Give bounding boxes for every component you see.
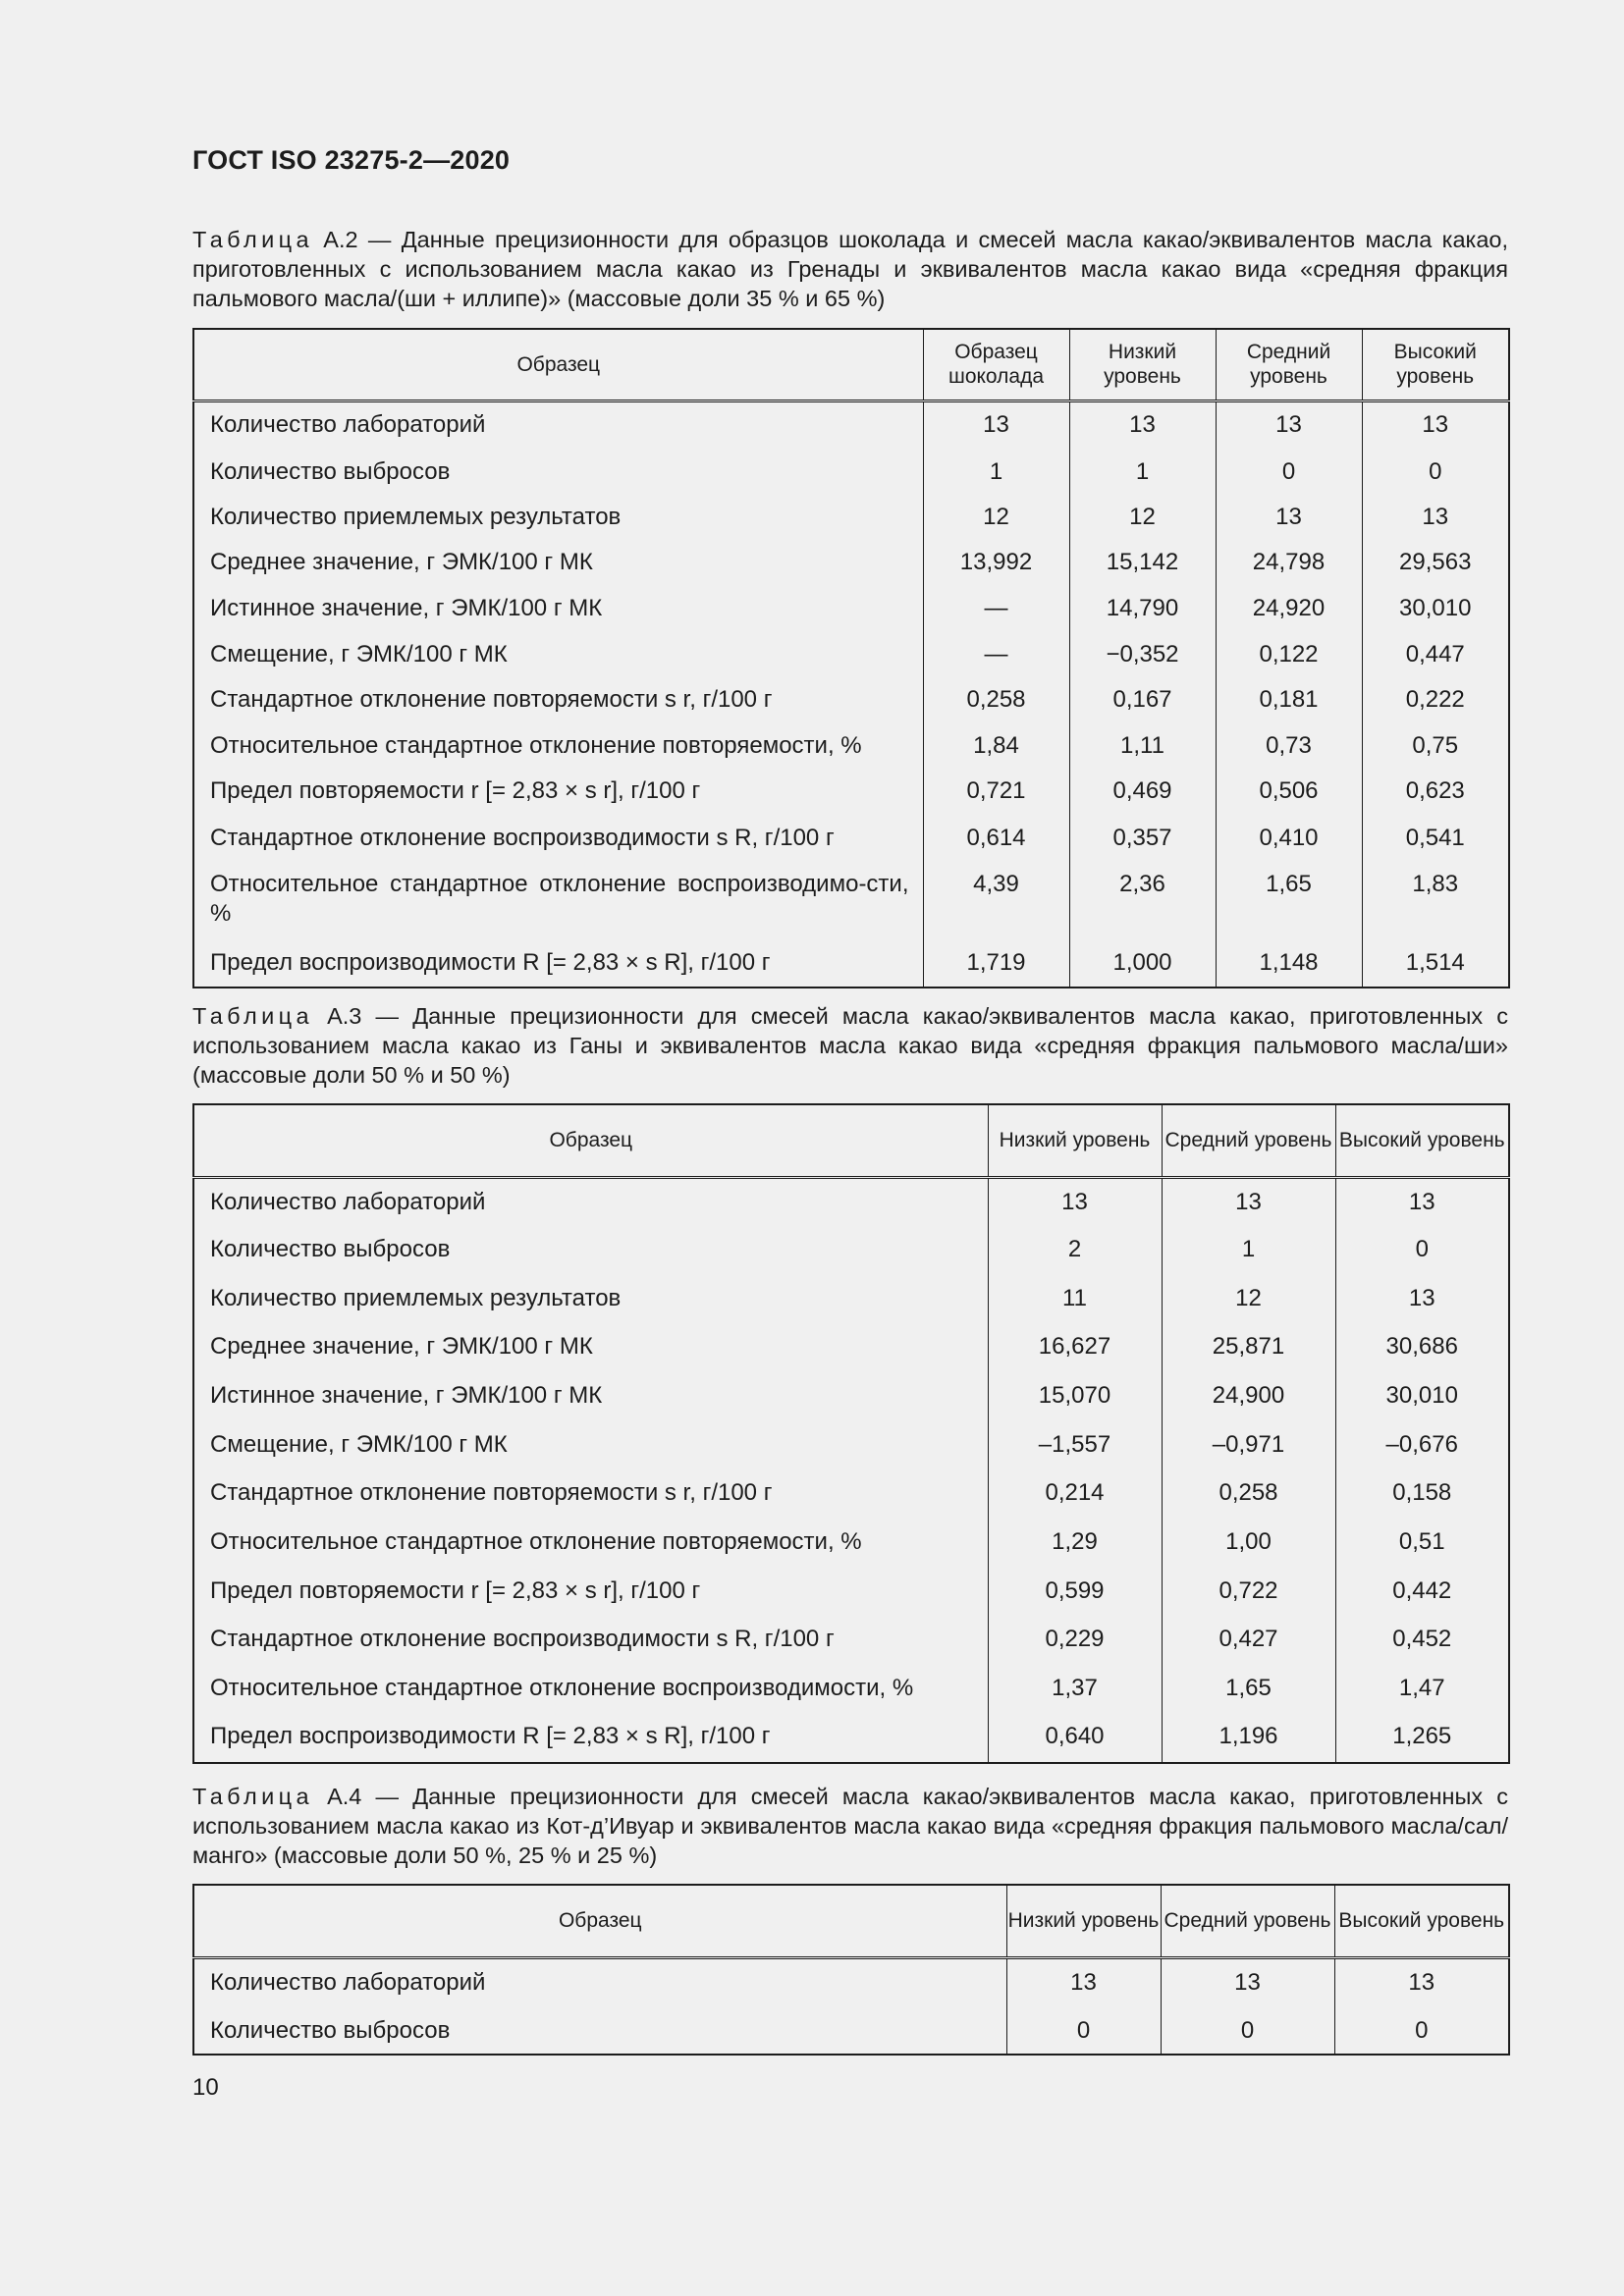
table-body [193, 400, 1509, 988]
column-header: Средний уровень [1161, 1885, 1334, 1957]
cell-value: 16,627 [988, 1323, 1162, 1372]
table-row [193, 450, 1509, 495]
cell-value: 0,722 [1162, 1568, 1335, 1616]
row-label: Предел воспроизводимости R [= 2,83 × s R], г/100 г [193, 1713, 988, 1763]
cell-value: 0,599 [988, 1568, 1162, 1616]
cell-value: — [923, 632, 1069, 677]
cell-value: 30,686 [1335, 1323, 1509, 1372]
column-header: Образец [193, 329, 923, 400]
table-row [193, 495, 1509, 540]
cell-value: 0,73 [1216, 723, 1362, 769]
row-label: Относительное стандартное отклонение воспроизводимо-сти, % [193, 862, 923, 940]
table-row [193, 1957, 1509, 2007]
row-label: Истинное значение, г ЭМК/100 г МК [193, 586, 923, 632]
cell-value: 1,37 [988, 1665, 1162, 1713]
cell-value: 30,010 [1335, 1372, 1509, 1421]
cell-value: 0,258 [1162, 1469, 1335, 1519]
table-row [193, 586, 1509, 632]
cell-value: 1,11 [1069, 723, 1216, 769]
cell-value: 1,47 [1335, 1665, 1509, 1713]
table-row [193, 1713, 1509, 1763]
cell-value: 13 [1335, 1275, 1509, 1323]
cell-value: 0,442 [1335, 1568, 1509, 1616]
table-row [193, 1275, 1509, 1323]
table-row [193, 723, 1509, 769]
cell-value: 13,992 [923, 540, 1069, 586]
table-row [193, 1226, 1509, 1275]
cell-value: 0 [1334, 2007, 1509, 2055]
table-row [193, 1469, 1509, 1519]
cell-value: 15,142 [1069, 540, 1216, 586]
cell-value: 13 [1335, 1177, 1509, 1226]
cell-value: 0 [1362, 450, 1509, 495]
cell-value: — [923, 586, 1069, 632]
row-label: Среднее значение, г ЭМК/100 г МК [193, 1323, 988, 1372]
column-header: Образец шоколада [923, 329, 1069, 400]
cell-value: –0,971 [1162, 1421, 1335, 1469]
table-body [193, 1177, 1509, 1763]
cell-value: 0,229 [988, 1616, 1162, 1665]
row-label: Стандартное отклонение повторяемости s r, г/100 г [193, 1469, 988, 1519]
cell-value: 0 [1006, 2007, 1161, 2055]
table-header-row [193, 329, 1509, 400]
cell-value: 1 [923, 450, 1069, 495]
column-header: Средний уровень [1216, 329, 1362, 400]
cell-value: 24,900 [1162, 1372, 1335, 1421]
cell-value: 1,65 [1216, 862, 1362, 940]
cell-value: 13 [1162, 1177, 1335, 1226]
cell-value: 0,222 [1362, 677, 1509, 723]
cell-value: 0,410 [1216, 816, 1362, 862]
cell-value: 0,640 [988, 1713, 1162, 1763]
column-header: Высокий уровень [1362, 329, 1509, 400]
cell-value: −0,352 [1069, 632, 1216, 677]
table-row [193, 940, 1509, 988]
row-label: Относительное стандартное отклонение повторяемости, % [193, 723, 923, 769]
cell-value: 1,84 [923, 723, 1069, 769]
cell-value: 12 [1069, 495, 1216, 540]
table-row [193, 400, 1509, 450]
table-row [193, 2007, 1509, 2055]
cell-value: 0,469 [1069, 769, 1216, 816]
row-label: Предел повторяемости r [= 2,83 × s r], г/100 г [193, 1568, 988, 1616]
table-a3 [192, 1103, 1510, 1764]
table-body [193, 1957, 1509, 2055]
cell-value: 0,214 [988, 1469, 1162, 1519]
column-header: Высокий уровень [1334, 1885, 1509, 1957]
cell-value: 0,614 [923, 816, 1069, 862]
table-row [193, 1323, 1509, 1372]
cell-value: –1,557 [988, 1421, 1162, 1469]
cell-value: 15,070 [988, 1372, 1162, 1421]
column-header: Низкий уровень [988, 1104, 1162, 1177]
cell-value: 13 [1216, 495, 1362, 540]
table-row [193, 1665, 1509, 1713]
cell-value: 0,122 [1216, 632, 1362, 677]
cell-value: 13 [1362, 495, 1509, 540]
table-header-row [193, 1885, 1509, 1957]
cell-value: 1,83 [1362, 862, 1509, 940]
cell-value: 0 [1216, 450, 1362, 495]
cell-value: 0,51 [1335, 1519, 1509, 1568]
column-header: Образец [193, 1104, 988, 1177]
cell-value: 1 [1069, 450, 1216, 495]
cell-value: 0,357 [1069, 816, 1216, 862]
table-a4 [192, 1884, 1510, 2056]
page-number: 10 [192, 2074, 219, 2101]
cell-value: 24,920 [1216, 586, 1362, 632]
column-header: Низкий уровень [1069, 329, 1216, 400]
row-label: Количество приемлемых результатов [193, 1275, 988, 1323]
cell-value: 12 [1162, 1275, 1335, 1323]
cell-value: 1,00 [1162, 1519, 1335, 1568]
cell-value: 0,541 [1362, 816, 1509, 862]
cell-value: 4,39 [923, 862, 1069, 940]
cell-value: 1,148 [1216, 940, 1362, 988]
table-header-row [193, 1104, 1509, 1177]
document-header: ГОСТ ISO 23275-2—2020 [192, 145, 511, 175]
cell-value: 0,75 [1362, 723, 1509, 769]
cell-value: 30,010 [1362, 586, 1509, 632]
row-label: Относительное стандартное отклонение воспроизводимости, % [193, 1665, 988, 1713]
cell-value: 13 [1334, 1957, 1509, 2007]
row-label: Среднее значение, г ЭМК/100 г МК [193, 540, 923, 586]
cell-value: 13 [988, 1177, 1162, 1226]
cell-value: 12 [923, 495, 1069, 540]
cell-value: 11 [988, 1275, 1162, 1323]
row-label: Количество лабораторий [193, 400, 923, 450]
cell-value: 13 [1006, 1957, 1161, 2007]
cell-value: 25,871 [1162, 1323, 1335, 1372]
cell-value: 1,65 [1162, 1665, 1335, 1713]
cell-value: 0,258 [923, 677, 1069, 723]
cell-value: 0,452 [1335, 1616, 1509, 1665]
cell-value: 1,265 [1335, 1713, 1509, 1763]
row-label: Истинное значение, г ЭМК/100 г МК [193, 1372, 988, 1421]
caption-label: Таблица [192, 1784, 313, 1809]
cell-value: 13 [1362, 400, 1509, 450]
row-label: Предел повторяемости r [= 2,83 × s r], г/100 г [193, 769, 923, 816]
cell-value: 1,719 [923, 940, 1069, 988]
table-row [193, 816, 1509, 862]
table-row [193, 632, 1509, 677]
table-row [193, 677, 1509, 723]
cell-value: 1,514 [1362, 940, 1509, 988]
table-row [193, 1519, 1509, 1568]
cell-value: –0,676 [1335, 1421, 1509, 1469]
cell-value: 0,447 [1362, 632, 1509, 677]
table-row [193, 540, 1509, 586]
table-row [193, 1616, 1509, 1665]
cell-value: 0,623 [1362, 769, 1509, 816]
cell-value: 0,427 [1162, 1616, 1335, 1665]
cell-value: 0,721 [923, 769, 1069, 816]
row-label: Смещение, г ЭМК/100 г МК [193, 632, 923, 677]
cell-value: 13 [1161, 1957, 1334, 2007]
cell-value: 2 [988, 1226, 1162, 1275]
cell-value: 29,563 [1362, 540, 1509, 586]
row-label: Стандартное отклонение воспроизводимости s R, г/100 г [193, 816, 923, 862]
column-header: Высокий уровень [1335, 1104, 1509, 1177]
row-label: Количество лабораторий [193, 1957, 1006, 2007]
cell-value: 0 [1335, 1226, 1509, 1275]
table-row [193, 862, 1509, 940]
cell-value: 1,29 [988, 1519, 1162, 1568]
table-row [193, 1568, 1509, 1616]
cell-value: 1 [1162, 1226, 1335, 1275]
table-row [193, 1372, 1509, 1421]
table-row [193, 769, 1509, 816]
caption-text: А.4 — Данные прецизионности для смесей масла какао/эквивалентов масла какао, приготовленных с использованием масла какао из Кот-д’Ивуар и эквивалентов масла какао вида «средняя фракция пальмового масла/сал/манго» (массовые доли 50 %, 25 % и 25 %) [192, 1784, 1508, 1868]
cell-value: 0,158 [1335, 1469, 1509, 1519]
row-label: Предел воспроизводимости R [= 2,83 × s R], г/100 г [193, 940, 923, 988]
row-label: Количество выбросов [193, 450, 923, 495]
cell-value: 0 [1161, 2007, 1334, 2055]
cell-value: 2,36 [1069, 862, 1216, 940]
caption-label: Таблица [192, 227, 313, 252]
table-a4-caption [192, 1782, 1508, 1870]
row-label: Количество лабораторий [193, 1177, 988, 1226]
table-a2 [192, 328, 1510, 988]
caption-text: А.3 — Данные прецизионности для смесей масла какао/эквивалентов масла какао, приготовленных с использованием масла какао из Ганы и эквивалентов масла какао вида «средняя фракция пальмового масла/ши» (массовые доли 50 % и 50 %) [192, 1003, 1508, 1088]
cell-value: 0,506 [1216, 769, 1362, 816]
table-row [193, 1421, 1509, 1469]
row-label: Стандартное отклонение воспроизводимости s R, г/100 г [193, 1616, 988, 1665]
table-row [193, 1177, 1509, 1226]
table-a2-caption [192, 225, 1508, 313]
row-label: Количество выбросов [193, 2007, 1006, 2055]
column-header: Низкий уровень [1006, 1885, 1161, 1957]
cell-value: 1,196 [1162, 1713, 1335, 1763]
cell-value: 24,798 [1216, 540, 1362, 586]
cell-value: 1,000 [1069, 940, 1216, 988]
column-header: Образец [193, 1885, 1006, 1957]
cell-value: 0,167 [1069, 677, 1216, 723]
row-label: Относительное стандартное отклонение повторяемости, % [193, 1519, 988, 1568]
caption-label: Таблица [192, 1003, 313, 1029]
cell-value: 0,181 [1216, 677, 1362, 723]
cell-value: 13 [1216, 400, 1362, 450]
row-label: Количество приемлемых результатов [193, 495, 923, 540]
cell-value: 14,790 [1069, 586, 1216, 632]
caption-text: А.2 — Данные прецизионности для образцов шоколада и смесей масла какао/эквивалентов масла какао, приготовленных с использованием масла какао из Гренады и эквивалентов масла какао вида «средняя фракция пальмового масла/(ши + иллипе)» (массовые доли 35 % и 65 %) [192, 227, 1508, 311]
cell-value: 13 [1069, 400, 1216, 450]
table-a3-caption [192, 1001, 1508, 1090]
row-label: Стандартное отклонение повторяемости s r, г/100 г [193, 677, 923, 723]
row-label: Смещение, г ЭМК/100 г МК [193, 1421, 988, 1469]
row-label: Количество выбросов [193, 1226, 988, 1275]
cell-value: 13 [923, 400, 1069, 450]
column-header: Средний уровень [1162, 1104, 1335, 1177]
